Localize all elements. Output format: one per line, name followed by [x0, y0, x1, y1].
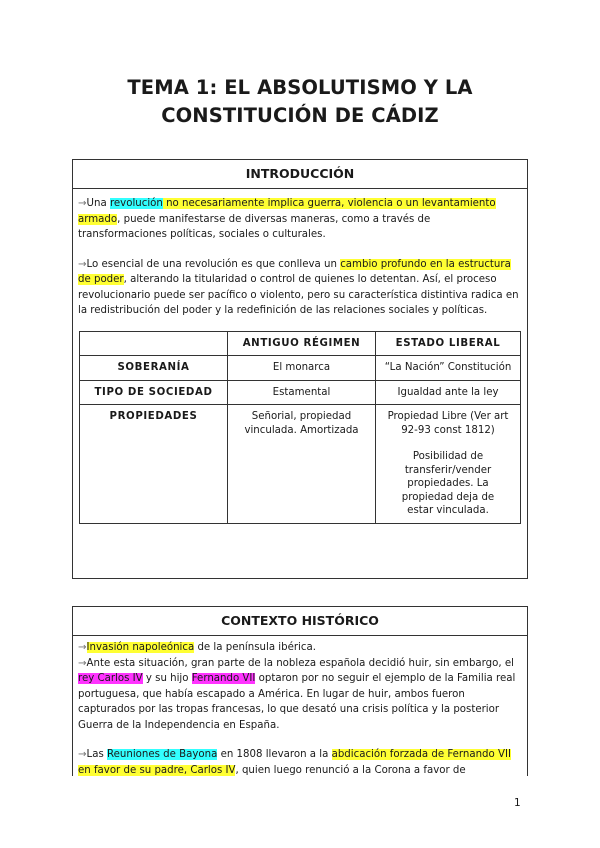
highlight-yellow: no necesariamente implica guerra, violencia o un levantamiento armado: [78, 198, 496, 225]
table-header-antiguo: ANTIGUO RÉGIMEN: [228, 331, 376, 356]
table-row: [80, 356, 521, 381]
cell-new: Igualdad ante la ley: [376, 380, 521, 405]
context-heading: CONTEXTO HISTÓRICO: [73, 607, 527, 636]
page-number: 1: [514, 797, 521, 809]
title-line-1: TEMA 1: EL ABSOLUTISMO Y LA: [127, 76, 473, 99]
intro-section: [72, 159, 528, 579]
highlight-cyan: revolución: [109, 198, 163, 209]
table-row: [80, 380, 521, 405]
cell-old: Estamental: [228, 380, 376, 405]
row-label: SOBERANÍA: [80, 356, 228, 381]
page-title: [0, 74, 600, 130]
arrow-icon: →: [78, 749, 87, 760]
cell-old: Señorial, propiedad vinculada. Amortizada: [228, 405, 376, 524]
context-section: [72, 606, 528, 776]
context-paragraph-3: →Las Reuniones de Bayona en 1808 llevaron a la abdicación forzada de Fernando VII en favor de su padre, Carlos IV, quien luego renunció a la Corona a favor de: [78, 749, 511, 776]
highlight-yellow: Invasión napoleónica: [86, 642, 195, 653]
highlight-magenta: rey Carlos IV: [78, 673, 143, 684]
context-paragraph-1: →Invasión napoleónica de la península ibérica.: [78, 642, 316, 653]
arrow-icon: →: [78, 657, 87, 669]
intro-heading: INTRODUCCIÓN: [73, 160, 527, 189]
highlight-cyan: Reuniones de Bayona: [107, 749, 218, 760]
highlight-yellow: cambio profundo en la estructura de poder: [78, 258, 511, 285]
highlight-magenta: Fernando VII: [191, 673, 256, 684]
intro-paragraph-1: →Una revolución no necesariamente implica guerra, violencia o un levantamiento armado, puede manifestarse de diversas maneras, como a través de transformaciones políticas, sociales o culturales.: [78, 198, 496, 240]
table-row: [80, 405, 521, 524]
table-header-row: [80, 331, 521, 356]
table-header-empty: [80, 331, 228, 356]
intro-body: [73, 189, 527, 524]
row-label: PROPIEDADES: [80, 405, 228, 524]
cell-new: “La Nación” Constitución: [376, 356, 521, 381]
table-header-liberal: ESTADO LIBERAL: [376, 331, 521, 356]
arrow-icon: →: [78, 198, 87, 209]
intro-paragraph-2: →Lo esencial de una revolución es que conlleva un cambio profundo en la estructura de poder, alterando la titularidad o control de quienes lo detentan. Así, el proceso revolucionario puede ser pacífico o violento, pero su característica distintiva radica en la redistribución del poder y la redefinición de las relaciones sociales y políticas.: [78, 258, 519, 316]
cell-new: Propiedad Libre (Ver art 92-93 const 1812) Posibilidad de transferir/vender propiedades. La propiedad deja de estar vinculada.: [376, 405, 521, 524]
context-body: [73, 636, 527, 778]
title-line-2: CONSTITUCIÓN DE CÁDIZ: [161, 104, 439, 127]
arrow-icon: →: [78, 642, 87, 653]
row-label: TIPO DE SOCIEDAD: [80, 380, 228, 405]
arrow-icon: →: [78, 258, 87, 270]
highlight-yellow: abdicación forzada de Fernando VII en favor de su padre, Carlos IV: [78, 749, 511, 776]
cell-old: El monarca: [228, 356, 376, 381]
comparison-table: [79, 331, 521, 524]
context-paragraph-2: →Ante esta situación, gran parte de la nobleza española decidió huir, sin embargo, el rey Carlos IV y su hijo Fernando VII optaron por no seguir el ejemplo de la Familia real portuguesa, que había escapado a América. En lugar de huir, ambos fueron capturados por las tropas francesas, lo que desató una crisis política y la posterior Guerra de la Independencia en España.: [78, 657, 516, 731]
